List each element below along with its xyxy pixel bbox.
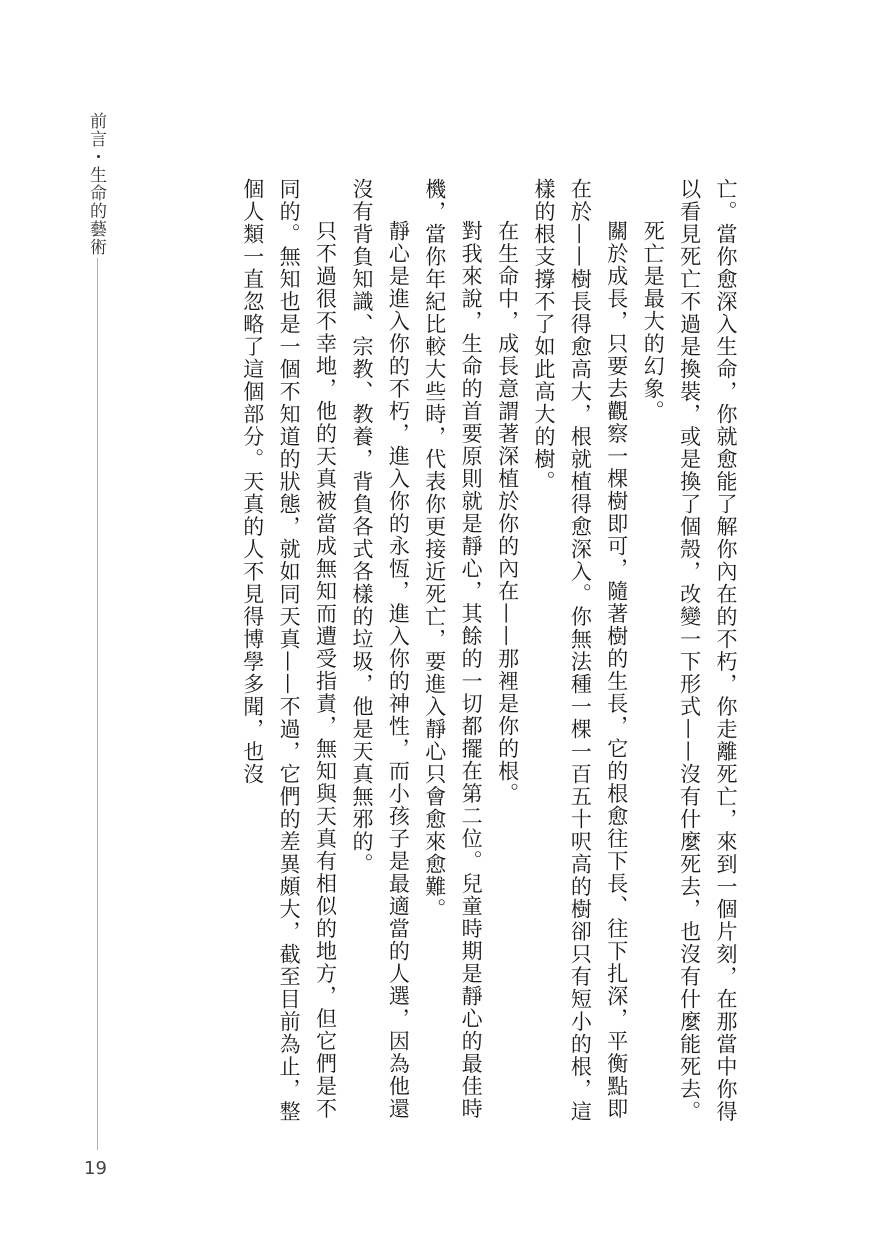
paragraph: 亡。當你愈深入生命，你就愈能了解你內在的不朽，你走離死亡，來到一個片刻，在那當中你得以看見死亡不過是換裝，或是換了個殼，改變一下形式——沒有什麼死去，也沒有什麼能死去。	[677, 178, 738, 1123]
page-number: 19	[84, 1158, 107, 1179]
paragraph: 在生命中，成長意謂著深植於你的內在——那裡是你的根。	[495, 220, 520, 805]
paragraph: 靜心是進入你的不朽，進入你的永恆，進入你的神性，而小孩子是最適當的人選，因為他還沒有背負知識、宗教、教養，背負各式各樣的垃圾，他是天真無邪的。	[349, 178, 411, 1120]
body-text	[152, 178, 744, 1138]
paragraph: 死亡是最大的幻象。	[641, 220, 666, 423]
paragraph: 只不過很不幸地，他的天真被當成無知而遭受指責，無知與天真有相似的地方，但它們是不同的。無知也是一個不知道的狀態，就如同天真——不過，它們的差異頗大，截至目前為止，整個人類一直忽略了這個部分。天真的人不見得博學多聞，也沒	[240, 178, 338, 1123]
paragraph: 對我來說，生命的首要原則就是靜心，其餘的一切都擺在第二位。兒童時期是靜心的最佳時機，當你年紀比較大些時，代表你更接近死亡，要進入靜心只會愈來愈難。	[422, 178, 484, 1120]
paragraph: 關於成長，只要去觀察一棵樹即可，隨著樹的生長，它的根愈往下長、往下扎深，平衡點即在於——樹長得愈高大，根就植得愈深入。你無法種一棵一百五十呎高的樹卻只有短小的根，這樣的根支撐不了如此高大的樹。	[531, 178, 629, 1123]
running-head: 前言・生命的藝術	[86, 112, 106, 256]
margin-rule	[97, 258, 98, 1150]
